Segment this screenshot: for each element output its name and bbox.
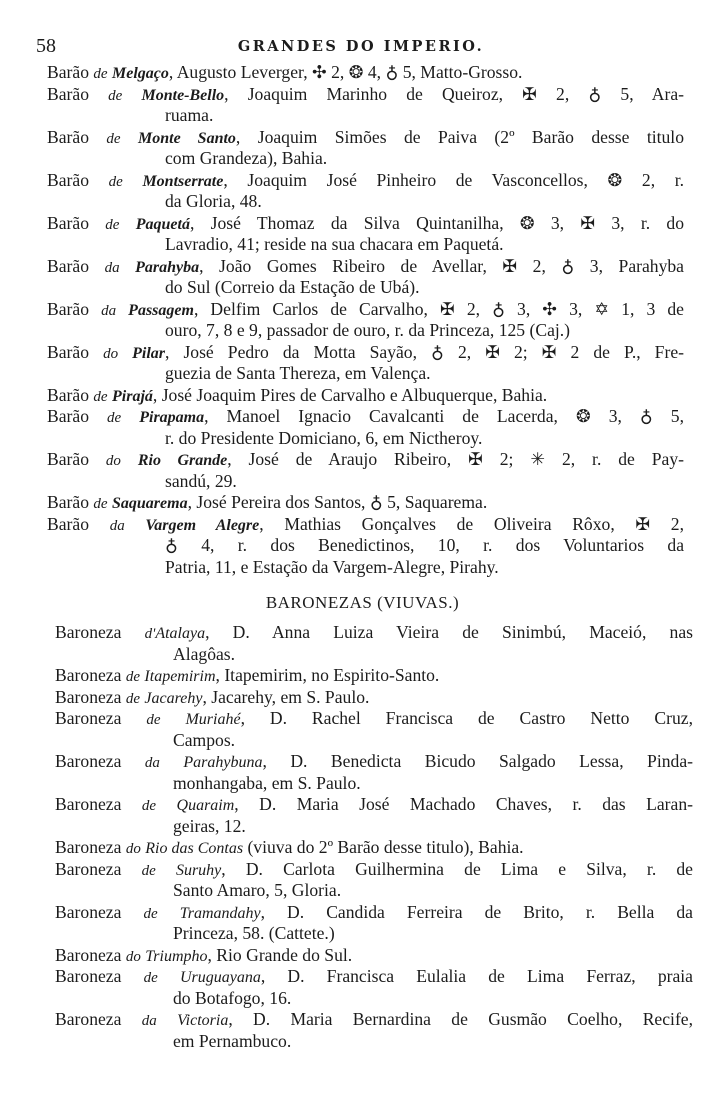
entry-particle: da (101, 302, 117, 319)
entry-text: sandú, 29. (165, 470, 237, 491)
entry-name: Pilar (132, 344, 165, 362)
list-item (47, 213, 684, 256)
entry-text: , D. Anna Luiza Vieira de Sinimbú, Maceió, nas (205, 622, 693, 642)
entry-continuation-line (47, 557, 684, 579)
entry-particle: de (125, 669, 141, 685)
entry-text: , Delfim Carlos de Carvalho, ✠ 2, ♁ 3, ✣ 3, ✡ 1, 3 de (193, 298, 684, 319)
entry-text: com Grandeza), Bahia. (165, 148, 328, 168)
entry-particle: do (125, 841, 141, 857)
entry-particle: de (108, 87, 123, 104)
entry-text: , Rio Grande do Sul. (207, 944, 353, 965)
list-item (55, 902, 693, 945)
entry-particle: de (93, 66, 108, 82)
list-item (47, 62, 684, 84)
entry-first-line (55, 622, 693, 644)
list-item (47, 256, 684, 299)
entry-particle: do (103, 345, 119, 362)
entry-name: Tramandahy (179, 904, 261, 922)
entry-continuation-line (47, 535, 684, 557)
entry-text: da Gloria, 48. (165, 191, 262, 211)
entry-text: , D. Carlota Guilhermina de Lima e Silva, r. de (221, 858, 693, 879)
entry-particle: de (108, 173, 123, 190)
entry-title: Baroneza (55, 901, 122, 922)
entry-text: , Mathias Gonçalves de Oliveira Rôxo, ✠ 2, (259, 513, 684, 534)
entry-first-line (55, 902, 693, 924)
entry-first-line (47, 385, 684, 407)
baroneza-list (55, 622, 693, 1052)
entry-title: Baroneza (55, 858, 122, 879)
entry-text: , D. Rachel Francisca de Castro Netto Cruz, (240, 708, 693, 728)
entry-text: Lavradio, 41; reside na sua chacara em Paquetá. (165, 234, 504, 254)
entry-name: Jacarehy (144, 689, 203, 707)
entry-continuation-line (55, 923, 693, 945)
entry-name: Rio Grande (137, 452, 228, 469)
entry-title: Barão (47, 406, 90, 426)
list-item (47, 492, 684, 514)
entry-text: , Joaquim Marinho de Queiroz, ✠ 2, ♁ 5, Ara- (224, 83, 684, 104)
entry-particle: de (106, 130, 121, 147)
entry-first-line (55, 859, 693, 881)
entry-text: Santo Amaro, 5, Gloria. (173, 880, 342, 900)
entry-title: Barão (47, 298, 90, 319)
entry-first-line (47, 62, 684, 84)
list-item (47, 342, 684, 385)
entry-title: Baroneza (55, 751, 122, 771)
entry-text: , José Pereira dos Santos, ♁ 5, Saquarema. (187, 492, 488, 512)
entry-name: Paquetá (135, 215, 190, 233)
entry-text: , Manoel Ignacio Cavalcanti de Lacerda, ❂ 3, ♁ 5, (204, 406, 684, 426)
entry-first-line (47, 127, 684, 149)
barao-list (47, 62, 684, 578)
list-item (47, 514, 684, 579)
entry-name: Passagem (128, 301, 194, 319)
section-heading: BARONEZAS (VIUVAS.) (265, 593, 460, 612)
entry-continuation-line (47, 363, 684, 385)
entry-name: Uruguayana (179, 969, 261, 986)
entry-continuation-line (55, 773, 693, 795)
entry-continuation-line (55, 988, 693, 1010)
entry-text: do Botafogo, 16. (173, 987, 292, 1008)
entry-text: , Joaquim Simões de Paiva (2º Barão desse titulo (235, 126, 684, 147)
entry-continuation-line (55, 1031, 693, 1053)
entry-name: Melgaço (112, 65, 169, 82)
entry-text: , Augusto Leverger, ✣ 2, ❂ 4, ♁ 5, Matto-Grosso. (168, 62, 523, 82)
list-item (55, 622, 693, 665)
entry-particle: da (144, 755, 160, 771)
entry-title: Barão (47, 449, 90, 469)
entry-title: Barão (47, 341, 90, 362)
list-item (55, 751, 693, 794)
entry-name: Parahyba (135, 258, 200, 276)
entry-first-line (55, 751, 693, 773)
entry-name: Pirapama (139, 409, 205, 426)
entry-first-line (55, 687, 693, 709)
entry-particle: da (109, 517, 125, 534)
entry-title: Barão (47, 492, 90, 512)
entry-continuation-line (47, 428, 684, 450)
list-item (55, 837, 693, 859)
entry-text: Princeza, 58. (Cattete.) (173, 923, 335, 943)
entry-name: Suruhy (175, 861, 222, 879)
entry-title: Barão (47, 513, 90, 534)
list-item (55, 945, 693, 967)
entry-name: Monte-Bello (141, 86, 225, 104)
entry-continuation-line (47, 234, 684, 256)
entry-text: , José Joaquim Pires de Carvalho e Albuquerque, Bahia. (152, 384, 548, 405)
entry-name: Saquarema (112, 495, 188, 512)
entry-text: (viuva do 2º Barão desse titulo), Bahia. (243, 837, 524, 857)
entry-name: Vargem Alegre (145, 516, 260, 534)
entry-first-line (55, 966, 693, 988)
entry-name: Victoria (177, 1012, 229, 1029)
entry-title: Baroneza (55, 794, 122, 814)
entry-continuation-line (47, 191, 684, 213)
list-item (47, 127, 684, 170)
entry-text: guezia de Santa Thereza, em Valença. (165, 363, 431, 383)
entry-title: Baroneza (55, 708, 122, 728)
list-item (47, 170, 684, 213)
entry-first-line (47, 213, 684, 235)
entry-text: , José Thomaz da Silva Quintanilha, ❂ 3, ✠ 3, r. do (189, 212, 684, 233)
page-number: 58 (36, 35, 56, 57)
entry-text: geiras, 12. (173, 815, 246, 836)
list-item (47, 299, 684, 342)
entry-continuation-line (55, 816, 693, 838)
entry-name: Atalaya (155, 625, 206, 642)
entry-continuation-line (47, 277, 684, 299)
entry-continuation-line (55, 880, 693, 902)
entry-particle: de (93, 388, 108, 405)
entry-text: , Joaquim José Pinheiro de Vasconcellos, ❂ 2, r. (223, 169, 684, 190)
entry-text: , Itapemirim, no Espirito-Santo. (215, 665, 440, 685)
entry-particle: de (141, 798, 157, 814)
entry-particle: de (107, 410, 122, 426)
entry-text: Patria, 11, e Estação da Vargem-Alegre, Pirahy. (165, 556, 499, 577)
entry-title: Baroneza (55, 837, 122, 857)
list-item (55, 794, 693, 837)
list-item (47, 406, 684, 449)
list-item (47, 385, 684, 407)
entry-title: Barão (47, 62, 90, 82)
entry-name: Montserrate (142, 172, 224, 190)
entry-continuation-line (47, 148, 684, 170)
entry-text: , D. Candida Ferreira de Brito, r. Bella da (260, 901, 693, 922)
entry-continuation-line (47, 105, 684, 127)
entry-title: Baroneza (55, 944, 122, 965)
entry-name: Pirajá (112, 387, 153, 405)
entry-first-line (47, 299, 684, 321)
entry-first-line (47, 406, 684, 428)
entry-first-line (55, 665, 693, 687)
entry-first-line (55, 837, 693, 859)
entry-particle: de (143, 970, 158, 986)
entry-title: Baroneza (55, 1009, 122, 1029)
entry-first-line (47, 84, 684, 106)
entry-particle: de (146, 712, 161, 728)
entry-text: , José de Araujo Ribeiro, ✠ 2; ✳ 2, r. de Pay- (227, 449, 684, 469)
list-item (55, 687, 693, 709)
page-header (36, 34, 686, 58)
running-title: GRANDES DO IMPERIO. (237, 38, 485, 55)
entry-text: , João Gomes Ribeiro de Avellar, ✠ 2, ♁ 3, Parahyba (199, 255, 684, 276)
entry-title: Baroneza (55, 665, 122, 685)
entry-name: Monte Santo (138, 129, 236, 147)
entry-first-line (55, 708, 693, 730)
entry-name: Itapemirim (144, 668, 216, 685)
entry-title: Barão (47, 255, 90, 276)
entry-name: Rio das Contas (145, 840, 244, 857)
entry-text: r. do Presidente Domiciano, 6, em Nictheroy. (165, 427, 483, 448)
entry-continuation-line (47, 320, 684, 342)
entry-first-line (47, 170, 684, 192)
entry-text: ouro, 7, 8 e 9, passador de ouro, r. da Princeza, 125 (Caj.) (165, 320, 571, 340)
list-item (55, 665, 693, 687)
entry-first-line (47, 449, 684, 471)
entry-first-line (55, 945, 693, 967)
entry-text: Alagôas. (173, 643, 236, 664)
entry-text: em Pernambuco. (173, 1030, 292, 1051)
entry-continuation-line (55, 644, 693, 666)
entry-title: Barão (47, 384, 90, 405)
entry-name: Muriahé (185, 711, 241, 728)
entry-title: Baroneza (55, 622, 122, 642)
entry-first-line (47, 256, 684, 278)
entry-title: Barão (47, 169, 90, 190)
list-item (47, 84, 684, 127)
list-item (47, 449, 684, 492)
entry-particle: da (141, 1013, 157, 1029)
entry-text: , D. Maria José Machado Chaves, r. das Laran- (234, 794, 693, 814)
entry-particle: de (105, 216, 120, 233)
list-item (55, 859, 693, 902)
entry-continuation-line (47, 471, 684, 493)
entry-title: Baroneza (55, 686, 122, 707)
entry-text: do Sul (Correio da Estação de Ubá). (165, 277, 420, 297)
entry-particle: de (143, 905, 158, 922)
entry-text: , D. Maria Bernardina de Gusmão Coelho, Recife, (228, 1009, 694, 1029)
entry-first-line (47, 342, 684, 364)
list-item (55, 708, 693, 751)
entry-particle: da (104, 259, 120, 276)
entry-title: Baroneza (55, 966, 122, 986)
list-item (55, 1009, 693, 1052)
entry-name: Quaraim (176, 797, 235, 814)
entry-title: Barão (47, 212, 90, 233)
entry-particle: de (141, 862, 156, 879)
entry-first-line (55, 794, 693, 816)
entry-title: Barão (47, 126, 90, 147)
entry-name: Triumpho (145, 947, 208, 965)
entry-particle: de (125, 690, 141, 707)
entry-text: ♁ 4, r. dos Benedictinos, 10, r. dos Voluntarios da (165, 535, 684, 555)
entry-text: monhangaba, em S. Paulo. (173, 772, 361, 793)
entry-first-line (47, 492, 684, 514)
entry-continuation-line (55, 730, 693, 752)
entry-first-line (47, 514, 684, 536)
entry-text: , Jacarehy, em S. Paulo. (202, 686, 370, 707)
list-item (55, 966, 693, 1009)
entry-text: Campos. (173, 729, 236, 750)
entry-particle: do (125, 948, 141, 965)
entry-particle: d' (144, 626, 156, 642)
entry-text: , D. Benedicta Bicudo Salgado Lessa, Pinda- (262, 751, 693, 771)
entry-text: ruama. (165, 105, 214, 125)
entry-particle: de (93, 496, 108, 512)
entry-text: , D. Francisca Eulalia de Lima Ferraz, praia (260, 966, 693, 986)
entry-name: Parahybuna (183, 754, 263, 771)
entry-first-line (55, 1009, 693, 1031)
entry-text: , José Pedro da Motta Sayão, ♁ 2, ✠ 2; ✠ 2 de P., Fre- (165, 341, 684, 362)
entry-title: Barão (47, 83, 90, 104)
entry-particle: do (105, 453, 121, 469)
